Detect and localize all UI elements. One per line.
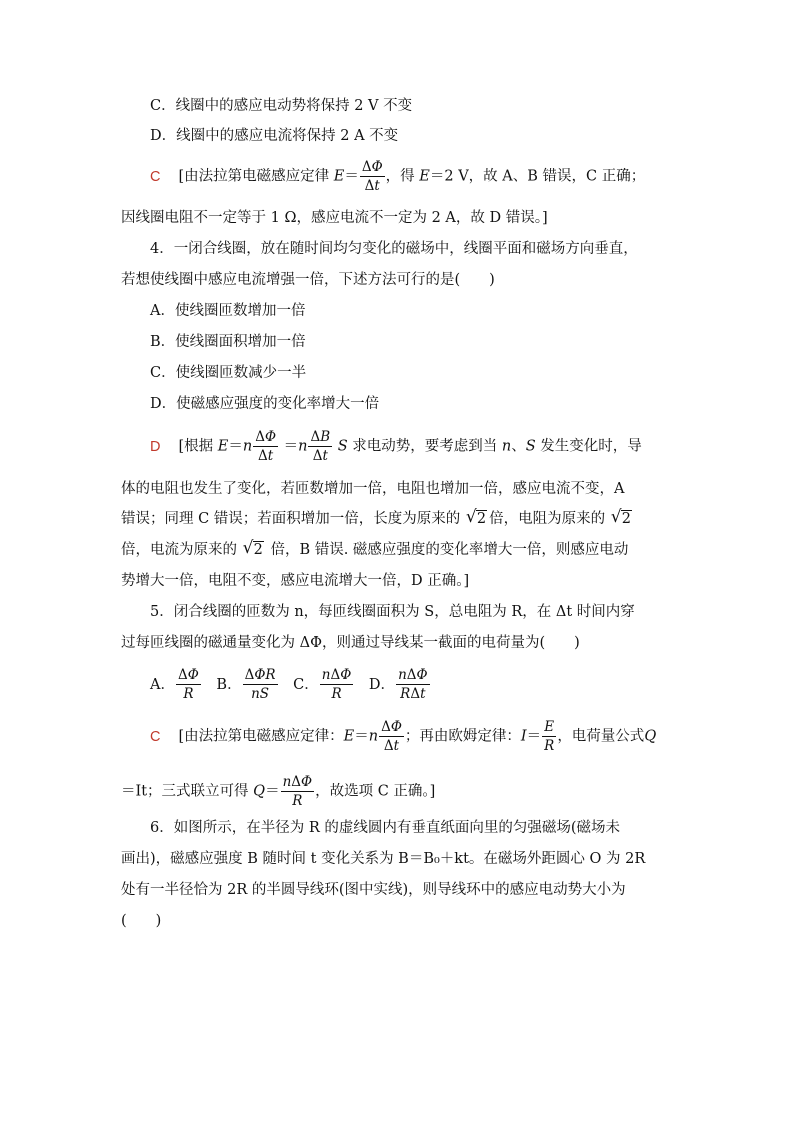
q4-explanation-line4 <box>121 543 628 558</box>
sqrt-symbol: √ 2 <box>244 543 264 558</box>
fraction: $\frac{E}{R}$ <box>544 719 555 755</box>
q4-option-d: D．使磁感应强度的变化率增大一倍 <box>150 396 380 412</box>
q5-exp-text: ，电荷量公式 <box>557 728 645 745</box>
q3-explanation-line1: C [由法拉第电磁感应定律 E＝ $\frac{\Delta\Phi}{\Delta t}$ ，得 E＝2 V，故 A、B 错误，C 正确； <box>150 159 646 195</box>
fraction: $\frac{\Delta\Phi}{\Delta t}$ <box>255 429 277 465</box>
q4-explanation-line3 <box>121 512 634 527</box>
q3-option-d: D．线圈中的感应电流将保持 2 A 不变 <box>150 128 399 144</box>
q5-stem-line1: 5．闭合线圈的匝数为 n，每匝线圈面积为 S，总电阻为 R，在 Δt 时间内穿 <box>150 604 635 620</box>
q4-explanation-line2: 体的电阻也发生了变化，若匝数增加一倍，电阻也增加一倍，感应电流不变，A <box>121 481 625 497</box>
fraction: $\frac{\text{ΔΦR}}{nS}$ <box>244 667 276 703</box>
fraction: $\frac{\text{nΔΦ}}{R}$ <box>321 667 352 703</box>
q3-exp-text: ＝2 V，故 A、B 错误，C 正确； <box>429 168 646 185</box>
q5-options: A． $\frac{\Delta\Phi}{R}$ B． $\frac{\text{ΔΦR}}{nS}$ C． $\frac{\text{nΔΦ}}{R}$ D． $\frac{\text{nΔΦ}}{\text{RΔt}}$ <box>150 667 428 703</box>
sqrt-symbol: √ 2 <box>467 512 487 527</box>
q6-stem-line2: 画出)，磁感应强度 B 随时间 t 变化关系为 B＝B₀＋kt。在磁场外距圆心 O 为 2R <box>121 851 646 867</box>
q4-explanation-line5: 势增大一倍，电阻不变，感应电流增大一倍，D 正确。] <box>121 573 470 589</box>
q3-exp-text: ，得 <box>385 168 420 185</box>
q5-stem-line2: 过每匝线圈的磁通量变化为 ΔΦ，则通过导线某一截面的电荷量为( ) <box>121 635 580 651</box>
q3-answer: C <box>150 168 161 185</box>
q5-exp-text: ，故选项 C 正确。] <box>315 783 436 800</box>
q5-exp-text: [由法拉第电磁感应定律： <box>178 728 344 745</box>
fraction: $\frac{\Delta\Phi}{\Delta t}$ <box>381 719 402 755</box>
q4-option-c: C．使线圈匝数减少一半 <box>150 365 307 381</box>
q4-exp-text: 求电动势，要考虑到当 <box>347 438 502 455</box>
sqrt-symbol: √ 2 <box>612 512 632 527</box>
q5-explanation-line2: ＝It；三式联立可得 Q＝ $\frac{\text{nΔΦ}}{R}$ ，故选项 C 正确。] <box>121 774 436 810</box>
q6-stem-line1: 6．如图所示，在半径为 R 的虚线圆内有垂直纸面向里的匀强磁场(磁场未 <box>150 820 621 836</box>
q3-exp-text: [由法拉第电磁感应定律 <box>178 168 334 185</box>
q4-exp-text: 倍，电流为原来的 <box>121 542 242 558</box>
q3-explanation-line2: 因线圈电阻不一定等于 1 Ω，感应电流不一定为 2 A，故 D 错误。] <box>121 210 548 226</box>
q4-explanation-line1: D [根据 E＝n $\frac{\Delta\Phi}{\Delta t}$ ＝n $\frac{\Delta B}{\Delta t}$ S 求电动势，要考虑到当 n、S 发生变化时，导 <box>150 429 642 465</box>
fraction: $\frac{\text{nΔΦ}}{R}$ <box>282 774 313 810</box>
q4-exp-text: 倍，B 错误. 磁感应强度的变化率增大一倍，则感应电动 <box>265 542 629 558</box>
fraction: $\frac{\text{nΔΦ}}{\text{RΔt}}$ <box>398 667 428 703</box>
q4-exp-text: [根据 <box>178 438 218 455</box>
fraction: $\frac{\Delta\Phi}{\Delta t}$ <box>361 159 383 195</box>
q4-stem-line2: 若想使线圈中感应电流增强一倍，下述方法可行的是( ) <box>121 272 495 288</box>
fraction: $\frac{\Delta B}{\Delta t}$ <box>310 429 331 465</box>
q4-option-b: B．使线圈面积增加一倍 <box>150 334 306 350</box>
q5-answer: C <box>150 728 161 745</box>
q5-exp-text: ＝It；三式联立可得 <box>121 783 254 800</box>
q4-option-a: A．使线圈匝数增加一倍 <box>150 303 306 319</box>
fraction: $\frac{\Delta\Phi}{R}$ <box>177 667 199 703</box>
q4-exp-text: 发生变化时，导 <box>535 438 642 455</box>
q3-option-c: C．线圈中的感应电动势将保持 2 V 不变 <box>150 98 413 114</box>
q6-stem-line4: ( ) <box>121 913 162 929</box>
q4-exp-text: 错误；同理 C 错误；若面积增加一倍，长度为原来的 <box>121 511 465 527</box>
q5-explanation-line1: C [由法拉第电磁感应定律：E＝n $\frac{\Delta\Phi}{\Delta t}$ ；再由欧姆定律：I＝ $\frac{E}{R}$ ，电荷量公式Q <box>150 719 657 755</box>
q4-stem-line1: 4．一闭合线圈，放在随时间均匀变化的磁场中，线圈平面和磁场方向垂直， <box>150 241 638 257</box>
q6-stem-line3: 处有一半径恰为 2R 的半圆导线环(图中实线)，则导线环中的感应电动势大小为 <box>121 882 626 898</box>
q4-answer: D <box>150 438 161 455</box>
q4-exp-text: 倍，电阻为原来的 <box>489 511 610 527</box>
q5-exp-text: ；再由欧姆定律： <box>404 728 521 745</box>
